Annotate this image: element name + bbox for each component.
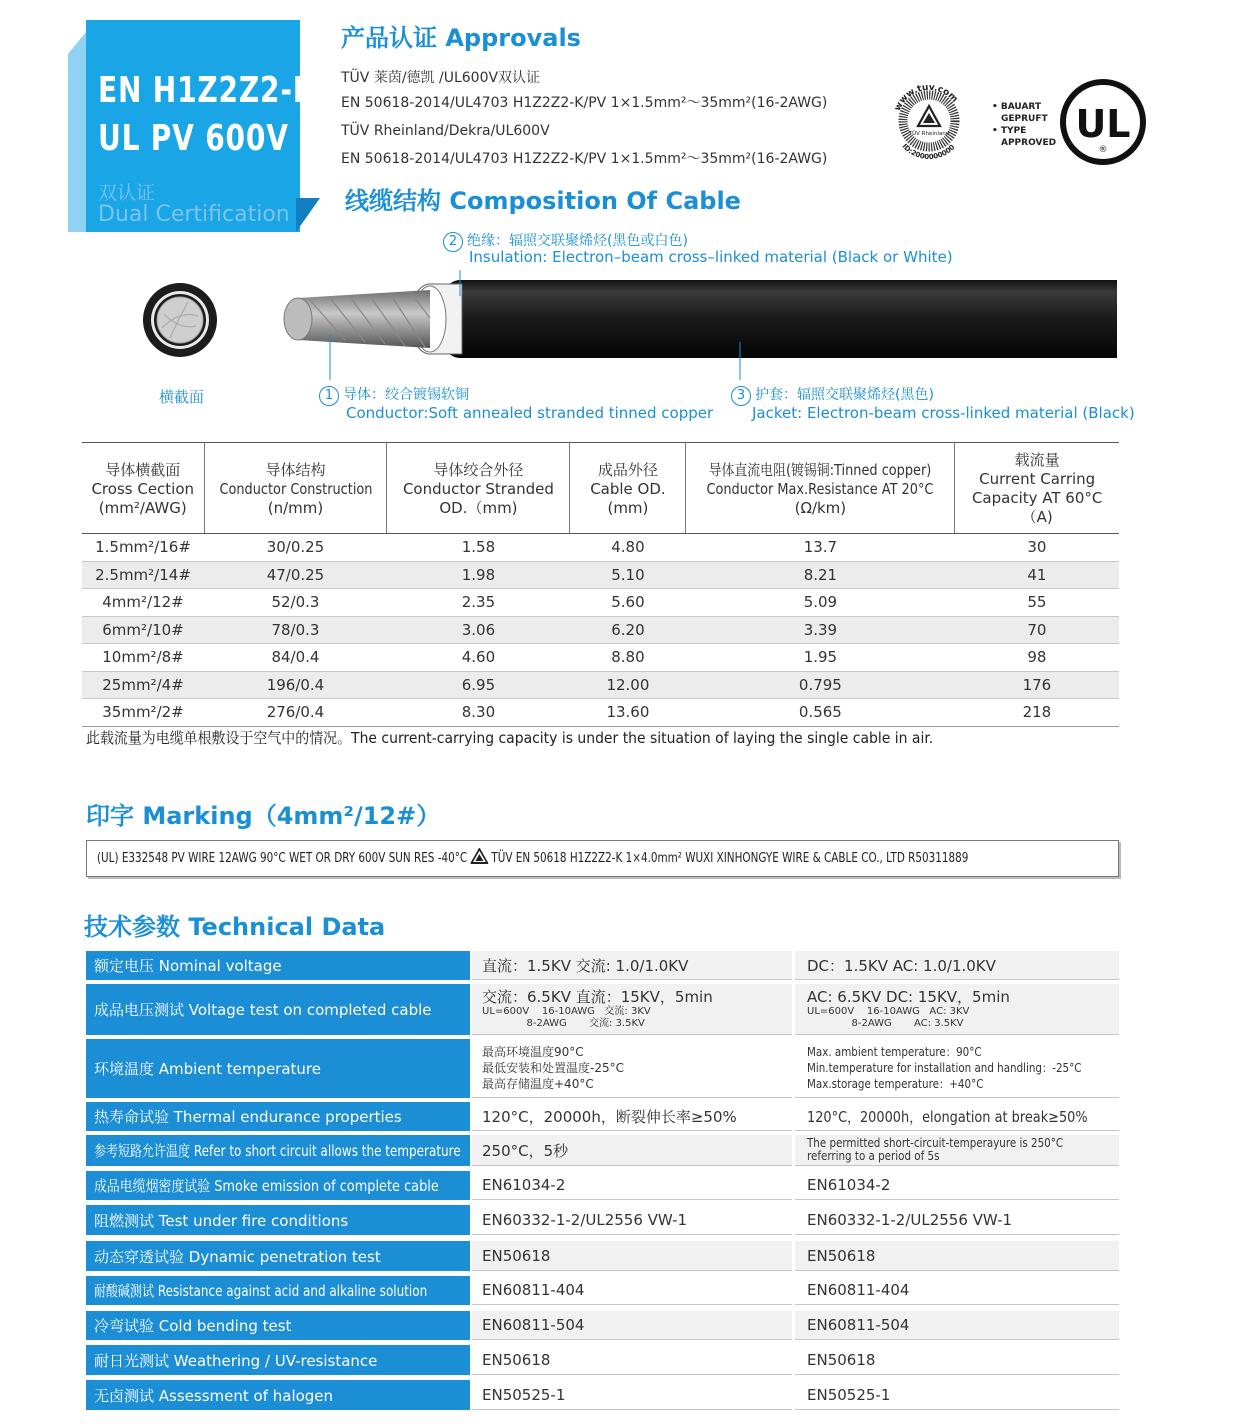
spec-header-current: 载流量 Current Carring Capacity AT 60°C（A) [955, 443, 1119, 534]
tech-row-thermal-endurance [86, 1102, 1119, 1131]
tech-row-fire-test [86, 1205, 1119, 1235]
tech-key-text: 参考短路允许温度 Refer to short circuit allows the temperature [94, 1142, 461, 1160]
tech-value-cn: EN60332-1-2/UL2556 VW-1 [472, 1205, 792, 1235]
spec-header-cross-section: 导体横截面 Cross Cection (mm²/AWG) [82, 443, 204, 534]
tech-value-cn: 最高环境温度90°C 最低安装和处置温度-25°C 最高存储温度+40°C [472, 1039, 792, 1098]
table-row: 4mm²/12# 52/0.3 2.35 5.60 5.09 55 [82, 589, 1119, 617]
tech-value-en: The permitted short-circuit-temperayure is 250°C referring to a period of 5s [795, 1135, 1119, 1166]
tech-key [86, 1276, 470, 1305]
cross-section-label: 横截面 [159, 388, 205, 406]
ul-logo-icon [1060, 79, 1146, 165]
jacket-label-en: Jacket: Electron-beam cross-linked material (Black) [752, 404, 1135, 422]
tech-row-smoke-emission [86, 1171, 1119, 1200]
tech-value-cn: EN60811-404 [472, 1276, 792, 1305]
approval-line-4: EN 50618-2014/UL4703 H1Z2Z2-K/PV 1×1.5mm²～35mm²(16-2AWG) [341, 151, 828, 167]
table-row: 35mm²/2# 276/0.4 8.30 13.60 0.565 218 [82, 699, 1119, 727]
bauart-line: GEPRUFT [1001, 114, 1048, 124]
tech-value-en: EN50525-1 [795, 1380, 1119, 1410]
tech-value-en: EN60811-404 [795, 1276, 1119, 1305]
marking-text-before: (UL) E332548 PV WIRE 12AWG 90°C WET OR DRY 600V SUN RES -40°C [97, 851, 468, 866]
spec-header-construction: 导体结构 Conductor Construction (n/mm) [204, 443, 387, 534]
spec-table [82, 442, 1119, 727]
table-row: 6mm²/10# 78/0.3 3.06 6.20 3.39 70 [82, 616, 1119, 644]
spec-header-stranded-od: 导体绞合外径 Conductor Stranded OD.（mm) [387, 443, 570, 534]
tech-key: 成品电压测试 Voltage test on completed cable [86, 984, 470, 1035]
tech-row-halogen [86, 1380, 1119, 1410]
tech-value-en: EN61034-2 [795, 1171, 1119, 1200]
tech-key: 额定电压 Nominal voltage [86, 951, 470, 980]
insulation-label-en: Insulation: Electron–beam cross–linked material (Black or White) [469, 248, 953, 266]
tech-key: 冷弯试验 Cold bending test [86, 1311, 470, 1340]
table-row: 25mm²/4# 196/0.4 6.95 12.00 0.795 176 [82, 671, 1119, 699]
tech-row-voltage-test [86, 984, 1119, 1035]
jacket-label-cn [731, 384, 934, 406]
tuv-triangle-icon [470, 848, 488, 864]
cable-diagram [130, 270, 1130, 380]
header-badge [86, 20, 316, 232]
tech-value-cn: 交流：6.5KV 直流：15KV，5min UL=600V 16-10AWG 交流: 3KV 8-2AWG 交流: 3.5KV [472, 984, 792, 1035]
marking-title: 印字 Marking（4mm²/12#） [86, 802, 441, 830]
bauart-line: • BAUART [992, 102, 1042, 112]
spec-header-cable-od: 成品外径 Cable OD. (mm) [570, 443, 686, 534]
conductor-label-en: Conductor:Soft annealed stranded tinned copper [346, 404, 714, 422]
tech-row-ambient-temperature [86, 1039, 1119, 1098]
marking-text-after: TÜV EN 50618 H1Z2Z2-K 1×4.0mm² WUXI XINHONGYE WIRE & CABLE CO., LTD R50311889 [491, 851, 969, 866]
tuv-url-text: www.tuv.com [892, 82, 960, 113]
tech-value-en: EN60332-1-2/UL2556 VW-1 [795, 1205, 1119, 1235]
tech-value-cn: EN60811-504 [472, 1311, 792, 1340]
tech-row-short-circuit [86, 1135, 1119, 1166]
tech-key: 动态穿透试验 Dynamic penetration test [86, 1241, 470, 1271]
tech-key [86, 1171, 470, 1200]
tech-value-en: AC: 6.5KV DC: 15KV，5min UL=600V 16-10AWG AC: 3KV 8-2AWG AC: 3.5KV [795, 984, 1119, 1035]
tech-value-cn: 250°C，5秒 [472, 1135, 792, 1166]
ul-logo-text: UL [1075, 102, 1131, 146]
tech-value-cn: EN50525-1 [472, 1380, 792, 1410]
conductor-label-cn [319, 384, 469, 406]
tech-value-en: Max. ambient temperature：90°C Min.temperature for installation and handling：-25°C Max.storage temperature：+40°C [795, 1039, 1119, 1098]
tech-key: 阻燃测试 Test under fire conditions [86, 1205, 470, 1235]
tuv-id-text: ID:2000000000 [900, 142, 957, 162]
spec-header-resistance: 导体直流电阻(镀锡铜:Tinned copper) Conductor Max.Resistance AT 20°C (Ω/km) [686, 443, 955, 534]
tech-value-cn: EN50618 [472, 1241, 792, 1271]
table-row: 10mm²/8# 84/0.4 4.60 8.80 1.95 98 [82, 644, 1119, 672]
bauart-line: • TYPE [992, 126, 1027, 136]
tech-key: 耐日光测试 Weathering / UV-resistance [86, 1345, 470, 1375]
table-row: 1.5mm²/16# 30/0.25 1.58 4.80 13.7 30 [82, 534, 1119, 562]
spec-table-header-row [82, 443, 1119, 534]
tech-row-cold-bending [86, 1311, 1119, 1340]
tech-key-text: 成品电缆烟密度试验 Smoke emission of complete cable [94, 1177, 439, 1195]
tech-value-en: DC：1.5KV AC: 1.0/1.0KV [795, 951, 1119, 980]
bauart-line: APPROVED [1001, 138, 1057, 148]
tech-row-nominal-voltage [86, 951, 1119, 980]
tuv-rheinland-logo-icon [884, 76, 974, 166]
badge-subtitle-en: Dual Certification [98, 202, 290, 227]
tech-value-cn: EN50618 [472, 1345, 792, 1375]
capacity-note: 此载流量为电缆单根敷设于空气中的情况。The current-carrying capacity is under the situation of laying the single cable in air. [86, 729, 934, 747]
tuv-brand-text: TÜV Rheinland [908, 131, 950, 137]
ul-registered-mark: ® [1098, 145, 1108, 155]
tech-key: 热寿命试验 Thermal endurance properties [86, 1102, 470, 1131]
approval-line-2: EN 50618-2014/UL4703 H1Z2Z2-K/PV 1×1.5mm²～35mm²(16-2AWG) [341, 95, 828, 111]
tech-key-text: 耐酸碱测试 Resistance against acid and alkaline solution [94, 1282, 428, 1300]
tech-value-cn: 直流：1.5KV 交流: 1.0/1.0KV [472, 951, 792, 980]
number-badge: 3 [731, 386, 751, 406]
tech-row-dynamic-penetration [86, 1241, 1119, 1271]
insulation-cn-text: 绝缘：辐照交联聚烯烃(黑色或白色) [467, 233, 688, 249]
tech-value-en: EN50618 [795, 1241, 1119, 1271]
composition-title: 线缆结构 Composition Of Cable [345, 187, 741, 215]
number-badge: 2 [443, 232, 463, 252]
marking-text [97, 841, 968, 876]
tech-value-en: EN60811-504 [795, 1311, 1119, 1340]
tech-key: 环境温度 Ambient temperature [86, 1039, 470, 1098]
badge-title-line1: EN H1Z2Z2-K [98, 70, 316, 111]
badge-title-line2: UL PV 600V [98, 118, 289, 159]
tech-value-cn: EN61034-2 [472, 1171, 792, 1200]
tech-row-acid-alkaline [86, 1276, 1119, 1305]
tech-row-uv-resistance [86, 1345, 1119, 1375]
marking-box [86, 840, 1119, 877]
number-badge: 1 [319, 386, 339, 406]
tech-key: 无卤测试 Assessment of halogen [86, 1380, 470, 1410]
tech-value-cn: 120°C，20000h，断裂伸长率≥50% [472, 1102, 792, 1131]
approvals-title: 产品认证 Approvals [341, 24, 581, 52]
tech-key [86, 1135, 470, 1166]
tech-value-en: 120°C，20000h，elongation at break≥50% [795, 1102, 1119, 1131]
conductor-cn-text: 导体：绞合镀锡软铜 [343, 387, 469, 403]
tech-value-en: EN50618 [795, 1345, 1119, 1375]
technical-title: 技术参数 Technical Data [84, 913, 386, 941]
table-row: 2.5mm²/14# 47/0.25 1.98 5.10 8.21 41 [82, 561, 1119, 589]
jacket-cn-text: 护套：辐照交联聚烯烃(黑色) [755, 387, 934, 403]
badge-subtitle-cn: 双认证 [98, 182, 156, 204]
bauart-text [992, 101, 1056, 149]
approval-line-1: TÜV 莱茵/德凯 /UL600V双认证 [341, 70, 541, 86]
approval-line-3: TÜV Rheinland/Dekra/UL600V [341, 123, 550, 139]
